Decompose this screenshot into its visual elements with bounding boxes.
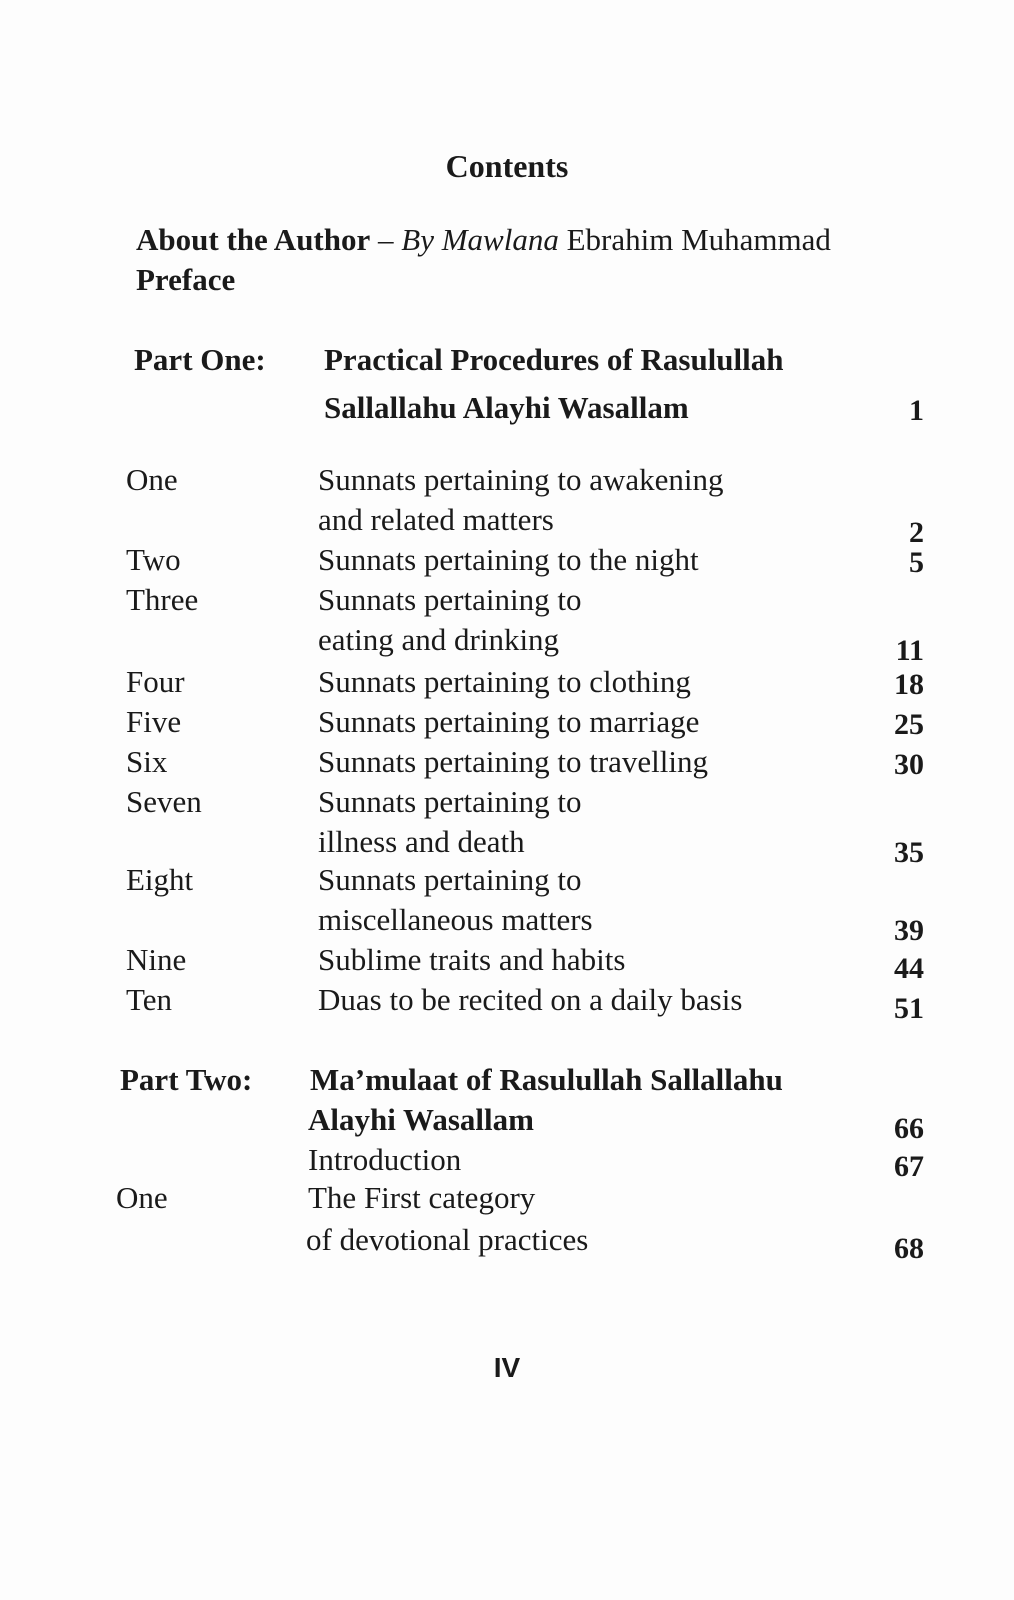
part-two-title-line1: Ma’mulaat of Rasulullah Sallallahu [310,1062,783,1097]
about-author-dash: – [370,222,402,257]
toc-row [0,1222,1014,1265]
toc-row [0,704,1014,744]
chapter-title: Sunnats pertaining to [318,862,582,897]
chapter-title: Sunnats pertaining to marriage [318,704,700,739]
chapter-title-cont: of devotional practices [306,1222,589,1257]
chapter-title-cont: miscellaneous matters [318,902,593,937]
chapter-title-cont: eating and drinking [318,622,560,657]
chapter-label: Three [126,582,199,617]
chapter-title: Sublime traits and habits [318,942,626,977]
chapter-page: 68 [894,1232,924,1265]
chapter-label: Six [126,744,168,779]
chapter-page: 30 [894,748,924,781]
chapter-page: 39 [894,914,924,947]
part-one-label: Part One: [134,342,266,377]
about-author-entry [136,222,831,258]
toc-row [0,942,1014,985]
chapter-label: Eight [126,862,194,897]
chapter-label: Nine [126,942,187,977]
toc-row [0,824,1014,869]
page-title: Contents [445,148,569,184]
introduction-page: 67 [894,1150,924,1183]
chapter-title: Sunnats pertaining to awakening [318,462,724,497]
preface-entry: Preface [136,262,236,297]
chapter-page: 35 [894,836,924,869]
part-two-row-1 [0,1062,1014,1102]
chapter-title: The First category [308,1180,536,1215]
chapter-label: One [126,462,178,497]
toc-row [0,582,1014,622]
about-author-name: Ebrahim Muhammad [558,222,831,257]
toc-row [0,542,1014,582]
chapter-title: Sunnats pertaining to [318,582,582,617]
part-one-row-2 [0,390,1014,430]
chapter-label: Seven [126,784,202,819]
chapter-page: 25 [894,708,924,741]
chapter-title: Duas to be recited on a daily basis [318,982,743,1017]
part-two-label: Part Two: [120,1062,253,1097]
chapter-page: 2 [909,516,924,549]
chapter-page: 44 [894,952,924,985]
toc-row [0,1142,1014,1182]
toc-row [0,664,1014,704]
page-number-footer: IV [493,1352,521,1383]
toc-row [0,744,1014,784]
toc-row [0,1180,1014,1220]
toc-row [0,502,1014,549]
part-two-page: 66 [894,1112,924,1145]
chapter-title: Sunnats pertaining to [318,784,582,819]
chapter-title-cont: and related matters [318,502,554,537]
toc-row [0,784,1014,824]
about-author-by: By Mawlana [401,222,559,257]
part-two-row-2 [0,1102,1014,1145]
toc-row [0,862,1014,902]
chapter-page: 18 [894,668,924,701]
chapter-title-cont: illness and death [318,824,525,859]
chapter-label: Ten [126,982,173,1017]
chapter-label: Two [126,542,181,577]
toc-row [0,902,1014,947]
part-one-page: 1 [909,394,924,427]
about-author-label: About the Author [136,222,371,257]
toc-row [0,622,1014,667]
chapter-label: Five [126,704,182,739]
part-one-title-line1: Practical Procedures of Rasulullah [324,342,784,377]
part-two-title-line2: Alayhi Wasallam [308,1102,534,1137]
toc-row [0,462,1014,502]
chapter-page: 11 [895,634,924,667]
chapter-title: Sunnats pertaining to clothing [318,664,691,699]
introduction-title: Introduction [308,1142,462,1177]
toc-row [0,982,1014,1025]
chapter-title: Sunnats pertaining to travelling [318,744,709,779]
part-one-row-1 [0,342,1014,382]
chapter-page: 5 [909,546,924,579]
chapter-title: Sunnats pertaining to the night [318,542,699,577]
chapter-page: 51 [894,992,924,1025]
part-one-title-line2: Sallallahu Alayhi Wasallam [324,390,689,425]
chapter-label: Four [126,664,185,699]
chapter-label: One [116,1180,168,1215]
